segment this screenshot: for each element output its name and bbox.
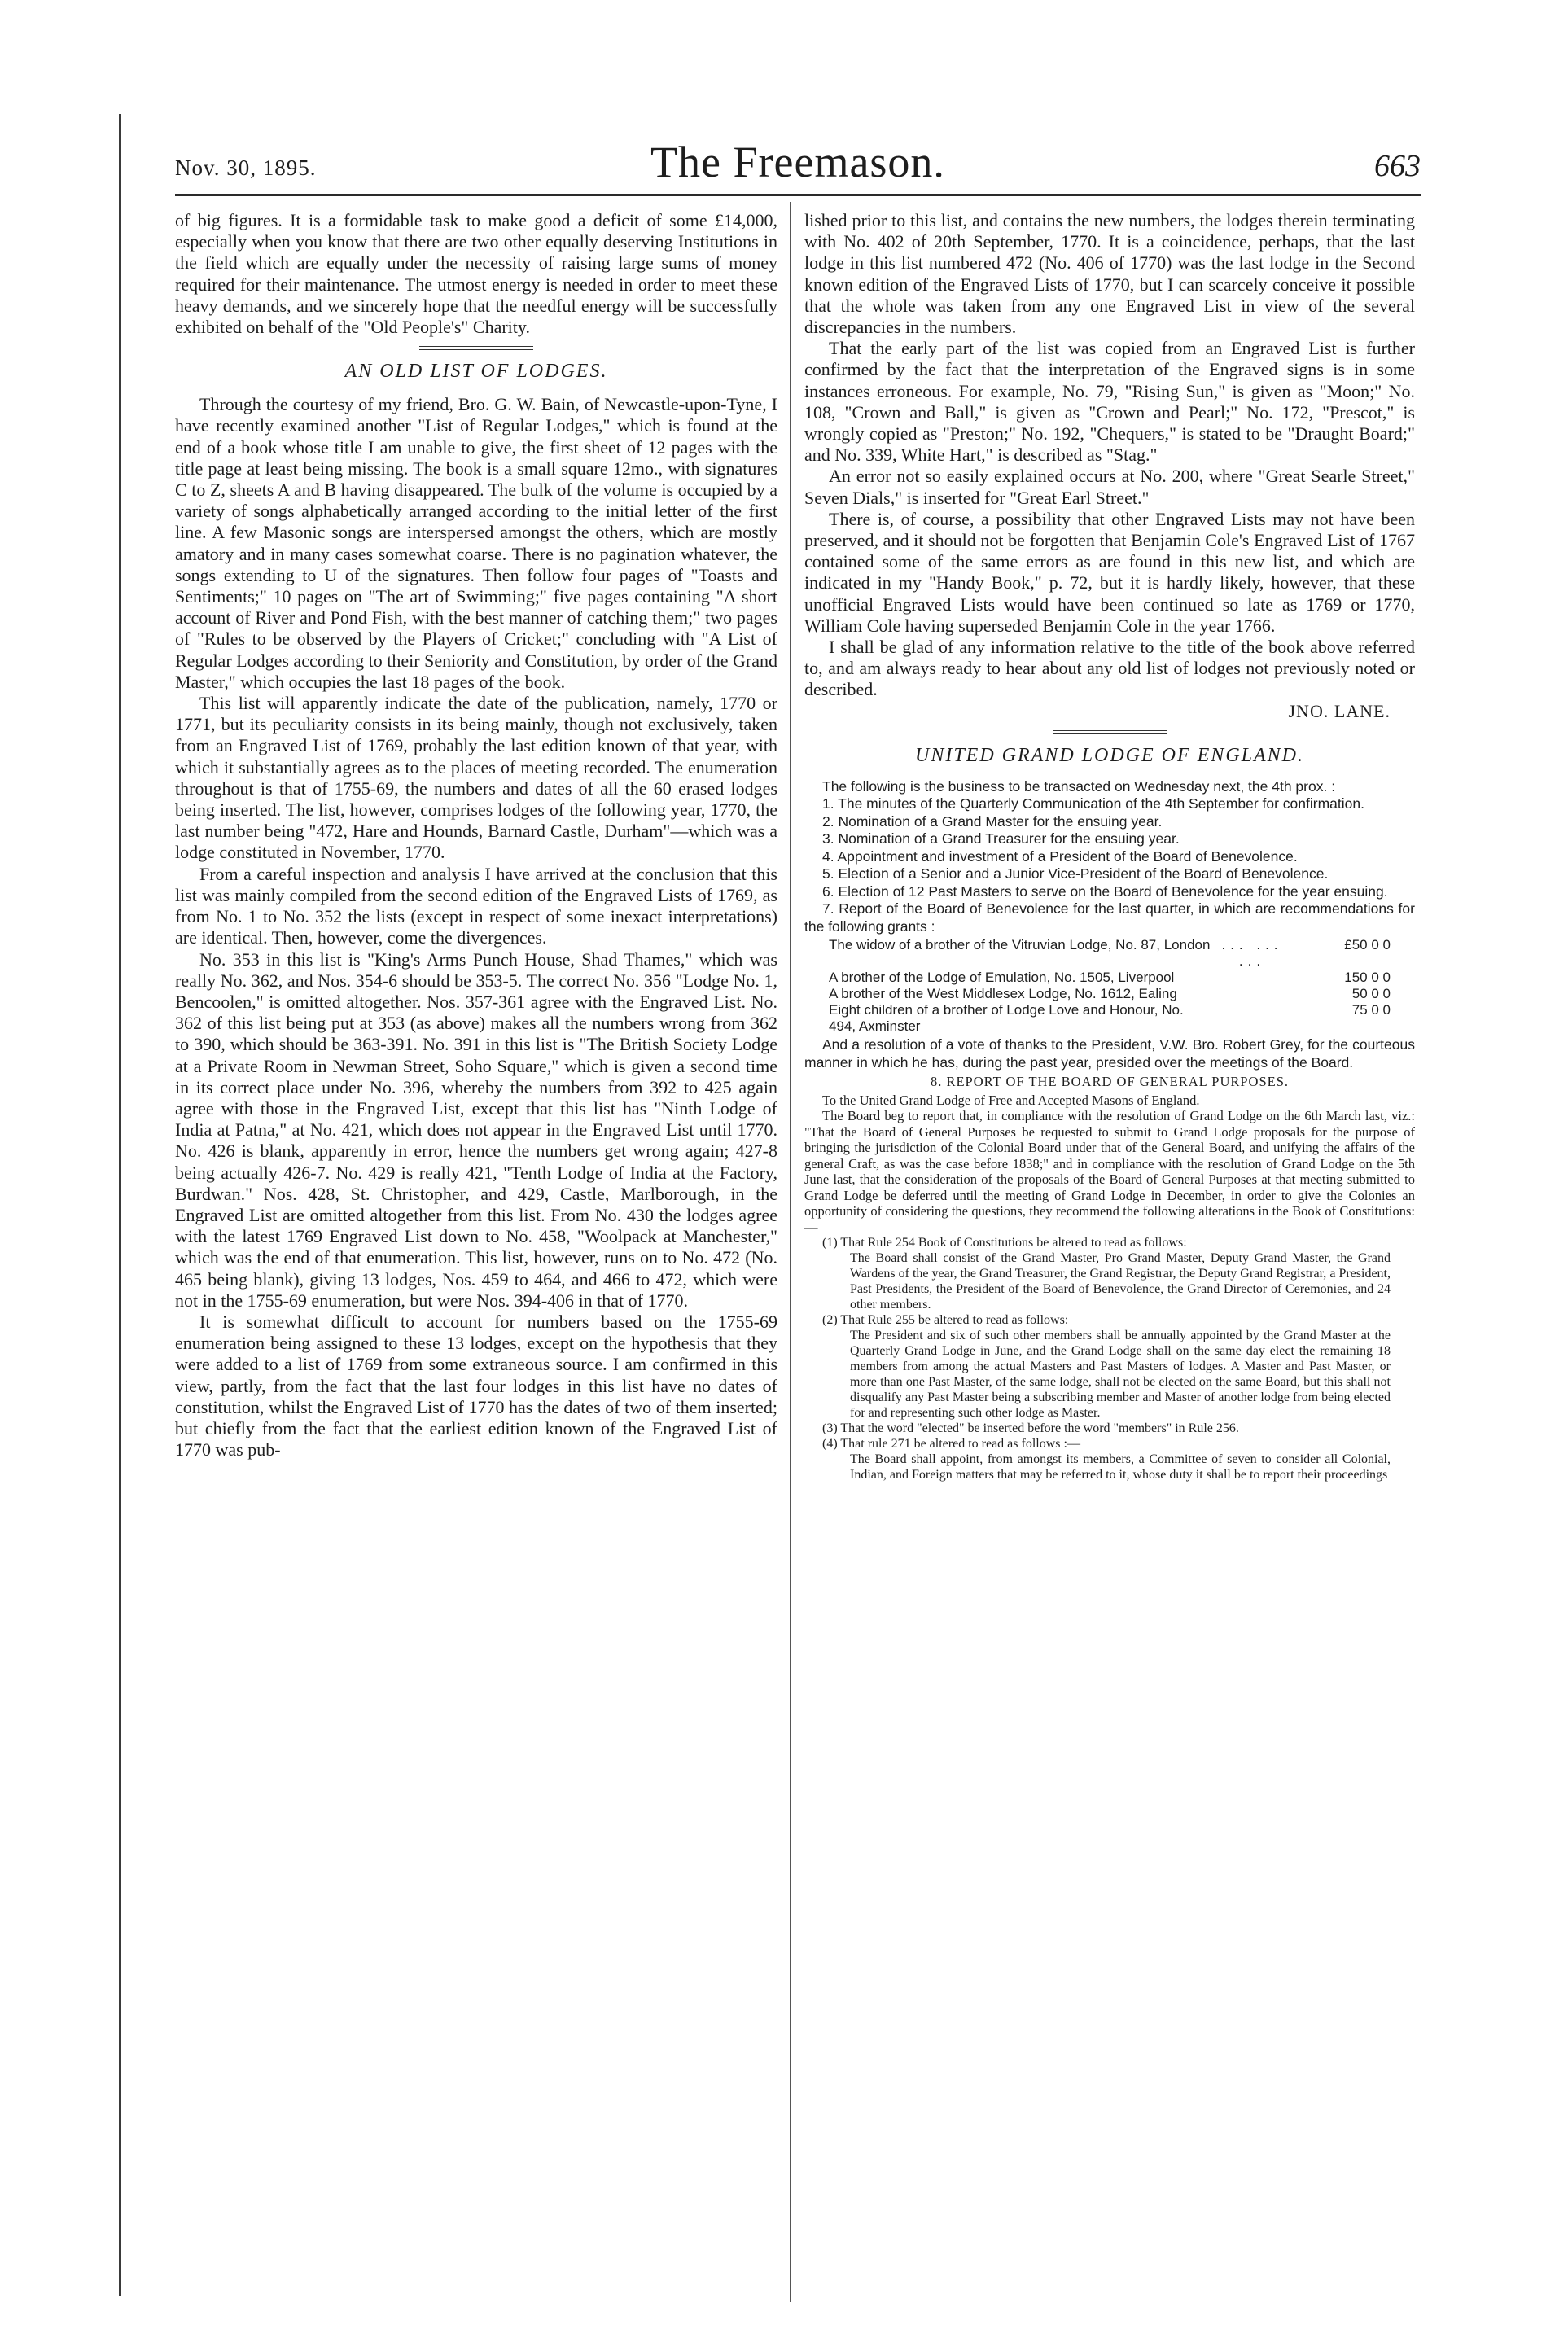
business-item: 3. Nomination of a Grand Treasurer for the ensuing year. bbox=[822, 830, 1180, 847]
author-signature: JNO. LANE. bbox=[1288, 700, 1391, 721]
grant-row bbox=[804, 1002, 1415, 1035]
grant-amount: 150 0 0 bbox=[1344, 970, 1391, 986]
vote-of-thanks: And a resolution of a vote of thanks to the President, V.W. Bro. Robert Grey, for the courteous manner in which he has, during the past year, presided over the meetings of the Board. bbox=[804, 1036, 1415, 1071]
leader-dots bbox=[1211, 986, 1293, 1002]
leader-dots bbox=[1211, 1002, 1293, 1035]
article-continuation: of big figures. It is a formidable task to make good a deficit of some £14,000, especially when you know that there are two other equally deserving Institutions in the field which are equally under the necessity of raising large sums of money required for their maintenance. The utmost energy is needed in order to meet these heavy demands, and we sincerely hope that the needful energy will be successfully exhibited on behalf of the "Old People's" Charity. bbox=[175, 210, 777, 338]
issue-date: Nov. 30, 1895. bbox=[175, 155, 317, 180]
grant-recipient: A brother of the West Middlesex Lodge, No. 1612, Ealing bbox=[829, 986, 1177, 1002]
business-item: 7. Report of the Board of Benevolence for the last quarter, in which are recommendations for the following grants : bbox=[804, 900, 1415, 935]
rule-alteration-title: (1) That Rule 254 Book of Constitutions be altered to read as follows: bbox=[822, 1236, 1187, 1250]
article-heading-old-list: AN OLD LIST OF LODGES. bbox=[344, 361, 608, 383]
article-paragraph: No. 353 in this list is "King's Arms Punch House, Shad Thames," which was really No. 362, and Nos. 354-6 should be 353-5. The correct No. 356 "Lodge No. 1, Bencoolen," is omitted altogether. Nos. 357-361 agree with the Engraved List. No. 362 of this list being put at 353 (as above) makes all the numbers wrong from 362 to 390, which should be 363-391. No. 391 in this list is "The British Society Lodge at a Private Room in Newman Street, Soho Square," which is given a second time in its correct place under No. 396, whereby the numbers from 392 to 425 again agree with those in the Engraved List, except that this list has "Ninth Lodge of India at Patna," at No. 421, which does not appear in the Engraved List until 1770. No. 426 is blank, apparently in error, hence the numbers get wrong again; 427-8 being actually 426-7. No. 429 is really 421, "Tenth Lodge of India at the Factory, Burdwan." Nos. 428, St. Christopher, and 429, Castle, Marlborough, in the Engraved List are omitted altogether from this list. From No. 430 the lodges agree with the latest 1769 Engraved List down to No. 458, "Woolpack at Manchester," which was the end of that enumeration. This list, however, runs on to No. 472 (No. 465 being blank), giving 13 lodges, Nos. 459 to 464, and 466 to 472, which were not in the 1755-69 enumeration, but were Nos. 394-406 in that of 1770. bbox=[175, 948, 777, 1311]
article-paragraph: This list will apparently indicate the date of the publication, namely, 1770 or 1771, but its peculiarity consists in its being mainly, though not exclusively, taken from an Engraved List of 1769, probably the last edition known of that year, with which it substantially agrees as to the places of meeting recorded. The enumeration throughout is that of 1755-69, the numbers and dates of all the 60 erased lodges being inserted. The list, however, comprises lodges of the following year, 1770, the last number being "472, Hare and Hounds, Barnard Castle, Durham"—which was a lodge constituted in November, 1770. bbox=[175, 693, 777, 863]
rule-alteration-title: (3) That the word "elected" be inserted before the word "members" in Rule 256. bbox=[822, 1421, 1239, 1436]
grant-row bbox=[804, 970, 1415, 986]
business-item: 5. Election of a Senior and a Junior Vice-President of the Board of Benevolence. bbox=[822, 865, 1329, 882]
article-paragraph: I shall be glad of any information relative to the title of the book above referred to, and am always ready to hear about any old list of lodges not previously noted or described. bbox=[804, 637, 1415, 700]
column-divider bbox=[790, 202, 791, 2302]
grant-recipient: The widow of a brother of the Vitruvian Lodge, No. 87, London bbox=[829, 937, 1211, 953]
page-header bbox=[175, 130, 1421, 187]
left-column bbox=[175, 210, 777, 2302]
article-paragraph: It is somewhat difficult to account for numbers based on the 1755-69 enumeration being assigned to these 13 lodges, except on the hypothesis that they were added to a list of 1769 from some extraneous source. I am confirmed in this view, partly, from the fact that the last four lodges in this list have no dates of constitution, whilst the Engraved List of 1770 has the dates of two of them inserted; but chiefly from the fact that the earliest edition known of the Engraved List of 1770 was pub- bbox=[175, 1311, 777, 1460]
grant-recipient: Eight children of a brother of Lodge Love and Honour, No. 494, Axminster bbox=[829, 1002, 1184, 1035]
report-addressee: To the United Grand Lodge of Free and Accepted Masons of England. bbox=[822, 1092, 1200, 1108]
report-heading: 8. REPORT OF THE BOARD OF GENERAL PURPOSES. bbox=[930, 1074, 1290, 1090]
grant-recipient: A brother of the Lodge of Emulation, No. 1505, Liverpool bbox=[829, 970, 1175, 986]
rule-alteration-title: (2) That Rule 255 be altered to read as follows: bbox=[822, 1313, 1069, 1328]
grant-amount: £50 0 0 bbox=[1344, 937, 1391, 953]
article-paragraph: That the early part of the list was copied from an Engraved List is further confirmed by the fact that the interpretation of the Engraved signs is in some instances erroneous. For example, No. 79, "Rising Sun," is given as "Moon;" No. 108, "Crown and Ball," is given as "Crown and Pearl;" No. 172, "Prescot," is wrongly copied as "Preston;" No. 192, "Chequers," is stated to be "Draught Board;" and No. 339, White Hart," is described as "Stag." bbox=[804, 338, 1415, 466]
business-item: 6. Election of 12 Past Masters to serve on the Board of Benevolence for the year ensuing. bbox=[822, 882, 1388, 900]
header-rule bbox=[175, 194, 1421, 196]
business-item: 4. Appointment and investment of a President of the Board of Benevolence. bbox=[822, 847, 1298, 865]
grants-table bbox=[804, 937, 1415, 1035]
article-paragraph: From a careful inspection and analysis I have arrived at the conclusion that this list was mainly compiled from the second edition of the Engraved Lists of 1769, as from No. 1 to No. 352 the lists (except in respect of some inexact interpretations) are identical. Then, however, come the divergences. bbox=[175, 863, 777, 948]
article-paragraph: An error not so easily explained occurs at No. 200, where "Great Searle Street," Seven Dials," is inserted for "Great Earl Street." bbox=[804, 466, 1415, 508]
grant-amount: 50 0 0 bbox=[1351, 986, 1391, 1002]
article-paragraph: There is, of course, a possibility that other Engraved Lists may not have been preserved, and it should not be forgotten that Benjamin Cole's Engraved List of 1767 contained some of the same errors as are found in this new list, and which are indicated in my "Handy Book," p. 72, but it is hardly likely, however, that these unofficial Engraved Lists would have been continued so late as 1769 or 1770, William Cole having superseded Benjamin Cole in the year 1766. bbox=[804, 508, 1415, 636]
grant-amount: 75 0 0 bbox=[1351, 1002, 1391, 1018]
page-edge-line bbox=[119, 114, 121, 2296]
section-divider bbox=[804, 725, 1415, 740]
grant-row bbox=[804, 937, 1415, 970]
grand-lodge-business bbox=[804, 778, 1415, 1483]
section-divider bbox=[175, 341, 777, 356]
business-item: 2. Nomination of a Grand Master for the ensuing year. bbox=[822, 812, 1163, 830]
right-column bbox=[804, 210, 1415, 2302]
grant-row bbox=[804, 986, 1415, 1002]
business-item: 1. The minutes of the Quarterly Communication of the 4th September for confirmation. bbox=[822, 795, 1364, 812]
rule-alteration-text: The Board shall consist of the Grand Master, Pro Grand Master, Deputy Grand Master, the Grand Wardens of the year, the Grand Treasurer, the Grand Registrar, the Deputy Grand Registrar, a President, Past Presidents, the President of the Board of Benevolence, the Grand Director of Ceremonies, and 24 other members. bbox=[850, 1251, 1391, 1312]
leader-dots: ... ... ... bbox=[1221, 937, 1283, 970]
masthead-title: The Freemason. bbox=[650, 138, 945, 186]
rule-alteration-text: The President and six of such other members shall be annually appointed by the Grand Master at the Quarterly Grand Lodge in June, and the Grand Lodge shall on the same day elect the remaining 18 members from among the actual Masters and Past Masters of lodges. A Master and Past Master, or more than one Past Master, of the same lodge, shall not be elected on the same Board, but this shall not disqualify any Past Master being a subscribing member and Master of another lodge from being elected for and representing such other lodge as Master. bbox=[850, 1329, 1391, 1421]
page-number: 663 bbox=[1374, 149, 1421, 183]
rule-alteration-title: (4) That rule 271 be altered to read as follows :— bbox=[822, 1437, 1080, 1452]
report-body: The Board beg to report that, in compliance with the resolution of Grand Lodge on the 6th March last, viz.: "That the Board of General Purposes be requested to submit to Grand Lodge proposals for the purpose of bringing the jurisdiction of the Colonial Board under that of the General Board, and unifying the affairs of the general Craft, as was the case before 1838;" and in compliance with the resolution of Grand Lodge on the 5th June last, that the consideration of the proposals of the Board of General Purposes at that meeting submitted to Grand Lodge be deferred until the meeting of Grand Lodge in December, in order to give the Colonies an opportunity of considering the questions, they recommend the following alterations in the Book of Constitutions:— bbox=[804, 1108, 1415, 1235]
article-paragraph: lished prior to this list, and contains the new numbers, the lodges therein terminating with No. 402 of 20th September, 1770. It is a coincidence, perhaps, that the last lodge in this list numbered 472 (No. 406 of 1770) was the last lodge in the Second known edition of the Engraved Lists of 1770, but I can scarcely conceive it possible that the whole was taken from any one Engraved List in view of the several discrepancies in the numbers. bbox=[804, 210, 1415, 338]
article-heading-grand-lodge: UNITED GRAND LODGE OF ENGLAND. bbox=[914, 744, 1304, 766]
rule-alteration-text: The Board shall appoint, from amongst its members, a Committee of seven to consider all Colonial, Indian, and Foreign matters that may be referred to it, whose duty it shall be to report their proceedings bbox=[850, 1452, 1391, 1482]
business-intro: The following is the business to be transacted on Wednesday next, the 4th prox. : bbox=[822, 777, 1336, 795]
leader-dots bbox=[1211, 970, 1293, 986]
article-paragraph: Through the courtesy of my friend, Bro. G. W. Bain, of Newcastle-upon-Tyne, I have recently examined another "List of Regular Lodges," which is found at the end of a book whose title I am unable to give, the first sheet of 12 pages with the title page at least being missing. The book is a small square 12mo., with signatures C to Z, sheets A and B having disappeared. The bulk of the volume is occupied by a variety of songs alphabetically arranged according to the initial letter of the first line. A few Masonic songs are interspersed amongst the others, which are mostly amatory and in many cases somewhat coarse. There is no pagination whatever, the songs extending to U of the signatures. Then follow four pages of "Toasts and Sentiments;" 10 pages on "The art of Swimming;" five pages containing "A short account of River and Pond Fish, with the best manner of catching them;" two pages of "Rules to be observed by the Players of Cricket;" concluding with "A List of Regular Lodges according to their Seniority and Constitution, by order of the Grand Master," which occupies the last 18 pages of the book. bbox=[175, 394, 777, 692]
